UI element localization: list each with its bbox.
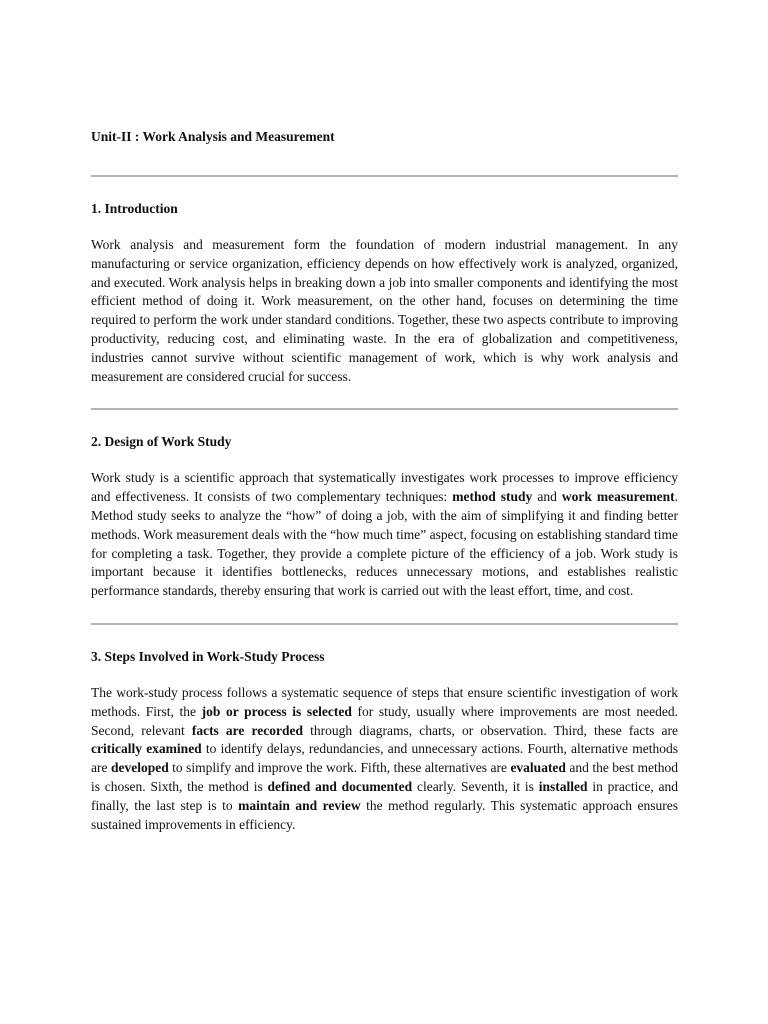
- text-run: Work analysis and measurement form the foundation of modern industrial management. In any manufacturing or service organization, efficiency depends on how effectively work is analyzed, organized, and executed. Work analysis helps in breaking down a job into smaller components and identifying the most efficient method of doing it. Work measurement, on the other hand, focuses on determining the time required to perform the work under standard conditions. Together, these two aspects contribute to improving productivity, reducing cost, and eliminating waste. In the era of globalization and competitiveness, industries cannot survive without scientific management of work, which is why work analysis and measurement are considered crucial for success.: [91, 237, 678, 384]
- section-design-of-work-study: [91, 432, 678, 623]
- section-divider: [91, 623, 678, 625]
- text-run: and the best method is chosen. Sixth, the method is: [91, 760, 678, 794]
- section-paragraph: [91, 684, 678, 834]
- document-title: Unit-II : Work Analysis and Measurement: [91, 129, 335, 144]
- section-heading: 2. Design of Work Study: [91, 434, 232, 450]
- document-content: [91, 127, 678, 856]
- bold-term: job or process is selected: [201, 703, 352, 719]
- text-run: The work-study process follows a systematic sequence of steps that ensure scientific investigation of work methods. First, the: [91, 684, 678, 719]
- bold-term: maintain and review: [238, 797, 361, 813]
- bold-term: developed: [110, 760, 169, 776]
- section-divider: [91, 408, 678, 410]
- text-run: . Method study seeks to analyze the “how” of doing a job, with the aim of simplifying it and finding better methods. Work measurement deals with the “how much time” aspect, focusing on establishing standard time for completing a task. Together, they provide a complete picture of the efficiency of a job. Work study is important because it identifies bottlenecks, reduces unnecessary motions, and establishes realistic performance standards, thereby ensuring that work is carried out with the least effort, time, and cost.: [91, 489, 679, 599]
- bold-term: critically examined: [91, 741, 202, 757]
- text-run: in practice, and finally, the last step is to: [91, 778, 678, 813]
- text-run: to simplify and improve the work. Fifth, these alternatives are: [168, 760, 511, 776]
- section-paragraph: [91, 469, 678, 601]
- bold-term: installed: [538, 778, 588, 794]
- text-run: for study, usually where improvements are most needed. Second, relevant: [91, 703, 679, 738]
- section-divider: [91, 175, 678, 177]
- bold-term: evaluated: [510, 760, 566, 776]
- text-run: clearly. Seventh, it is: [412, 778, 539, 794]
- section-steps-work-study: [91, 647, 678, 856]
- text-run: Work study is a scientific approach that systematically investigates work processes to improve efficiency and effectiveness. It consists of two complementary techniques:: [91, 470, 678, 505]
- section-heading: 3. Steps Involved in Work-Study Process: [91, 648, 325, 664]
- text-run: the method regularly. This systematic approach ensures sustained improvements in efficiency.: [91, 797, 678, 832]
- bold-term: facts are recorded: [191, 722, 304, 738]
- text-run: to identify delays, redundancies, and unnecessary actions. Fourth, alternative methods are: [91, 741, 678, 776]
- bold-term: work measurement: [561, 489, 675, 505]
- section-paragraph: [91, 236, 678, 386]
- bold-term: method study: [452, 489, 533, 505]
- text-run: and: [532, 489, 562, 505]
- section-introduction: [91, 199, 678, 408]
- section-heading: 1. Introduction: [91, 201, 178, 216]
- text-run: through diagrams, charts, or observation. Third, these facts are: [303, 722, 678, 738]
- bold-term: defined and documented: [267, 778, 413, 794]
